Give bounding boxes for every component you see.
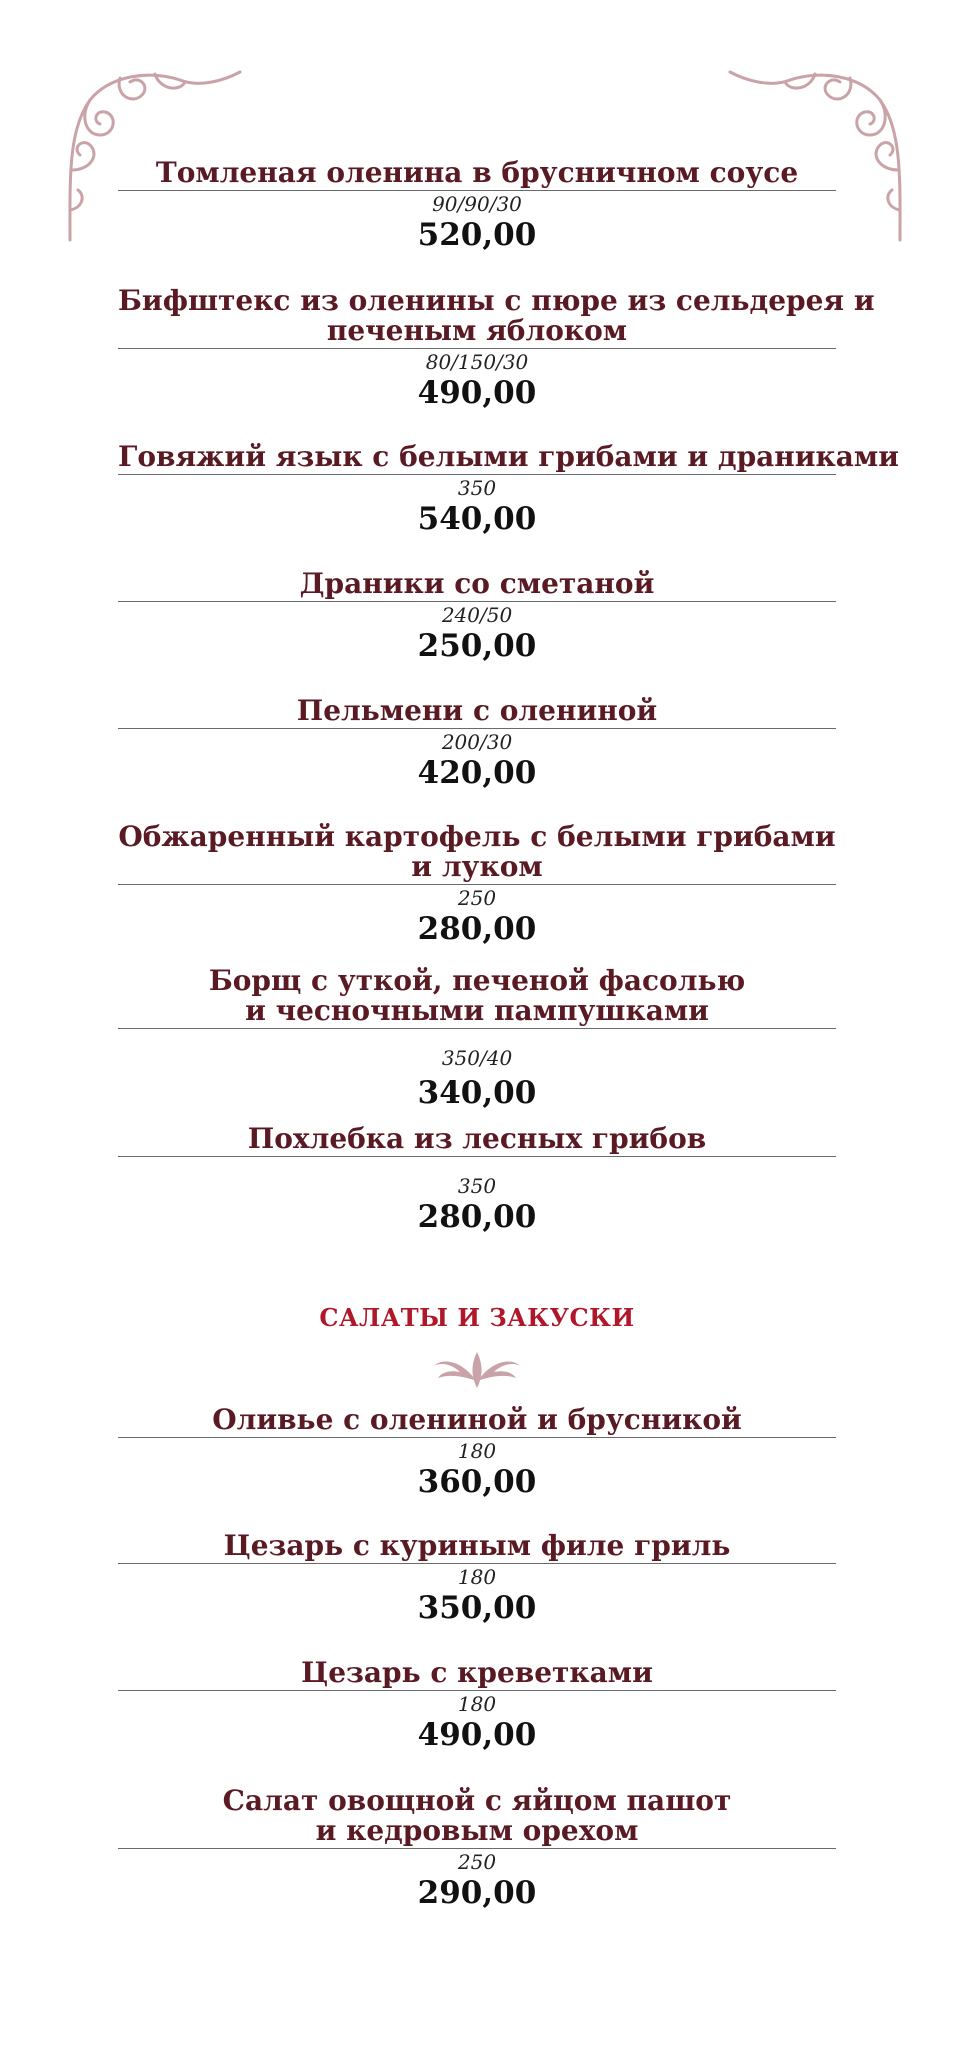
dish-price: 340,00 <box>417 1075 537 1111</box>
ornament-divider-icon <box>430 1348 525 1390</box>
menu-item <box>118 966 836 1111</box>
dish-price: 290,00 <box>417 1875 537 1911</box>
dish-weight: 200/30 <box>441 730 513 754</box>
dish-name: Томленая оленина в брусничном соусе <box>118 158 836 191</box>
menu-item <box>118 696 836 791</box>
menu-item <box>118 1124 836 1235</box>
dish-name <box>118 966 836 1029</box>
menu-item <box>118 1531 836 1626</box>
dish-weight: 350/40 <box>441 1046 513 1070</box>
dish-name: Цезарь с куриным филе гриль <box>118 1531 836 1564</box>
dish-price: 540,00 <box>417 501 537 537</box>
dish-weight: 80/150/30 <box>425 350 529 374</box>
dish-name: Драники со сметаной <box>118 569 836 602</box>
dish-price: 490,00 <box>417 375 537 411</box>
menu-item <box>118 1786 836 1911</box>
dish-weight: 250 <box>457 1850 497 1874</box>
dish-price: 490,00 <box>417 1717 537 1753</box>
menu-item <box>118 158 836 253</box>
dish-name-line-1: Салат овощной с яйцом пашот <box>222 1784 732 1817</box>
dish-price: 420,00 <box>417 755 537 791</box>
menu-item <box>118 284 875 411</box>
dish-price: 350,00 <box>417 1590 537 1626</box>
dish-weight: 240/50 <box>441 603 513 627</box>
dish-weight: 180 <box>457 1565 497 1589</box>
dish-weight: 250 <box>457 886 497 910</box>
dish-name <box>118 822 836 885</box>
dish-weight: 180 <box>457 1439 497 1463</box>
dish-name-line-1: Бифштекс из оленины с пюре из сельдерея и <box>118 284 875 317</box>
dish-name: Цезарь с креветками <box>118 1658 836 1691</box>
dish-weight: 350 <box>457 1174 497 1198</box>
dish-name-line-2: и луком <box>411 850 543 883</box>
dish-name-line-2: печеным яблоком <box>326 314 628 347</box>
dish-price: 250,00 <box>417 628 537 664</box>
dish-weight: 350 <box>457 476 497 500</box>
menu-item <box>118 822 836 947</box>
dish-price: 520,00 <box>417 217 537 253</box>
menu-item <box>118 1658 836 1753</box>
dish-name: Говяжий язык с белыми грибами и драниками <box>118 440 900 473</box>
menu-item <box>118 1405 836 1500</box>
menu-item <box>118 569 836 664</box>
section-title: САЛАТЫ И ЗАКУСКИ <box>319 1303 635 1332</box>
menu-item <box>118 440 900 537</box>
dish-name-line-1: Обжаренный картофель с белыми грибами <box>118 820 836 853</box>
dish-name: Оливье с олениной и брусникой <box>118 1405 836 1438</box>
dish-weight: 90/90/30 <box>432 192 522 216</box>
dish-price: 280,00 <box>417 1199 537 1235</box>
dish-name: Пельмени с олениной <box>118 696 836 729</box>
dish-name: Похлебка из лесных грибов <box>118 1124 836 1157</box>
dish-name-line-2: и чесночными пампушками <box>245 994 709 1027</box>
dish-name <box>118 284 875 349</box>
dish-weight: 180 <box>457 1692 497 1716</box>
dish-price: 360,00 <box>417 1464 537 1500</box>
dish-name-line-1: Борщ с уткой, печеной фасолью <box>208 964 746 997</box>
dish-name-line-2: и кедровым орехом <box>315 1814 639 1847</box>
dish-name <box>118 1786 836 1849</box>
dish-price: 280,00 <box>417 911 537 947</box>
